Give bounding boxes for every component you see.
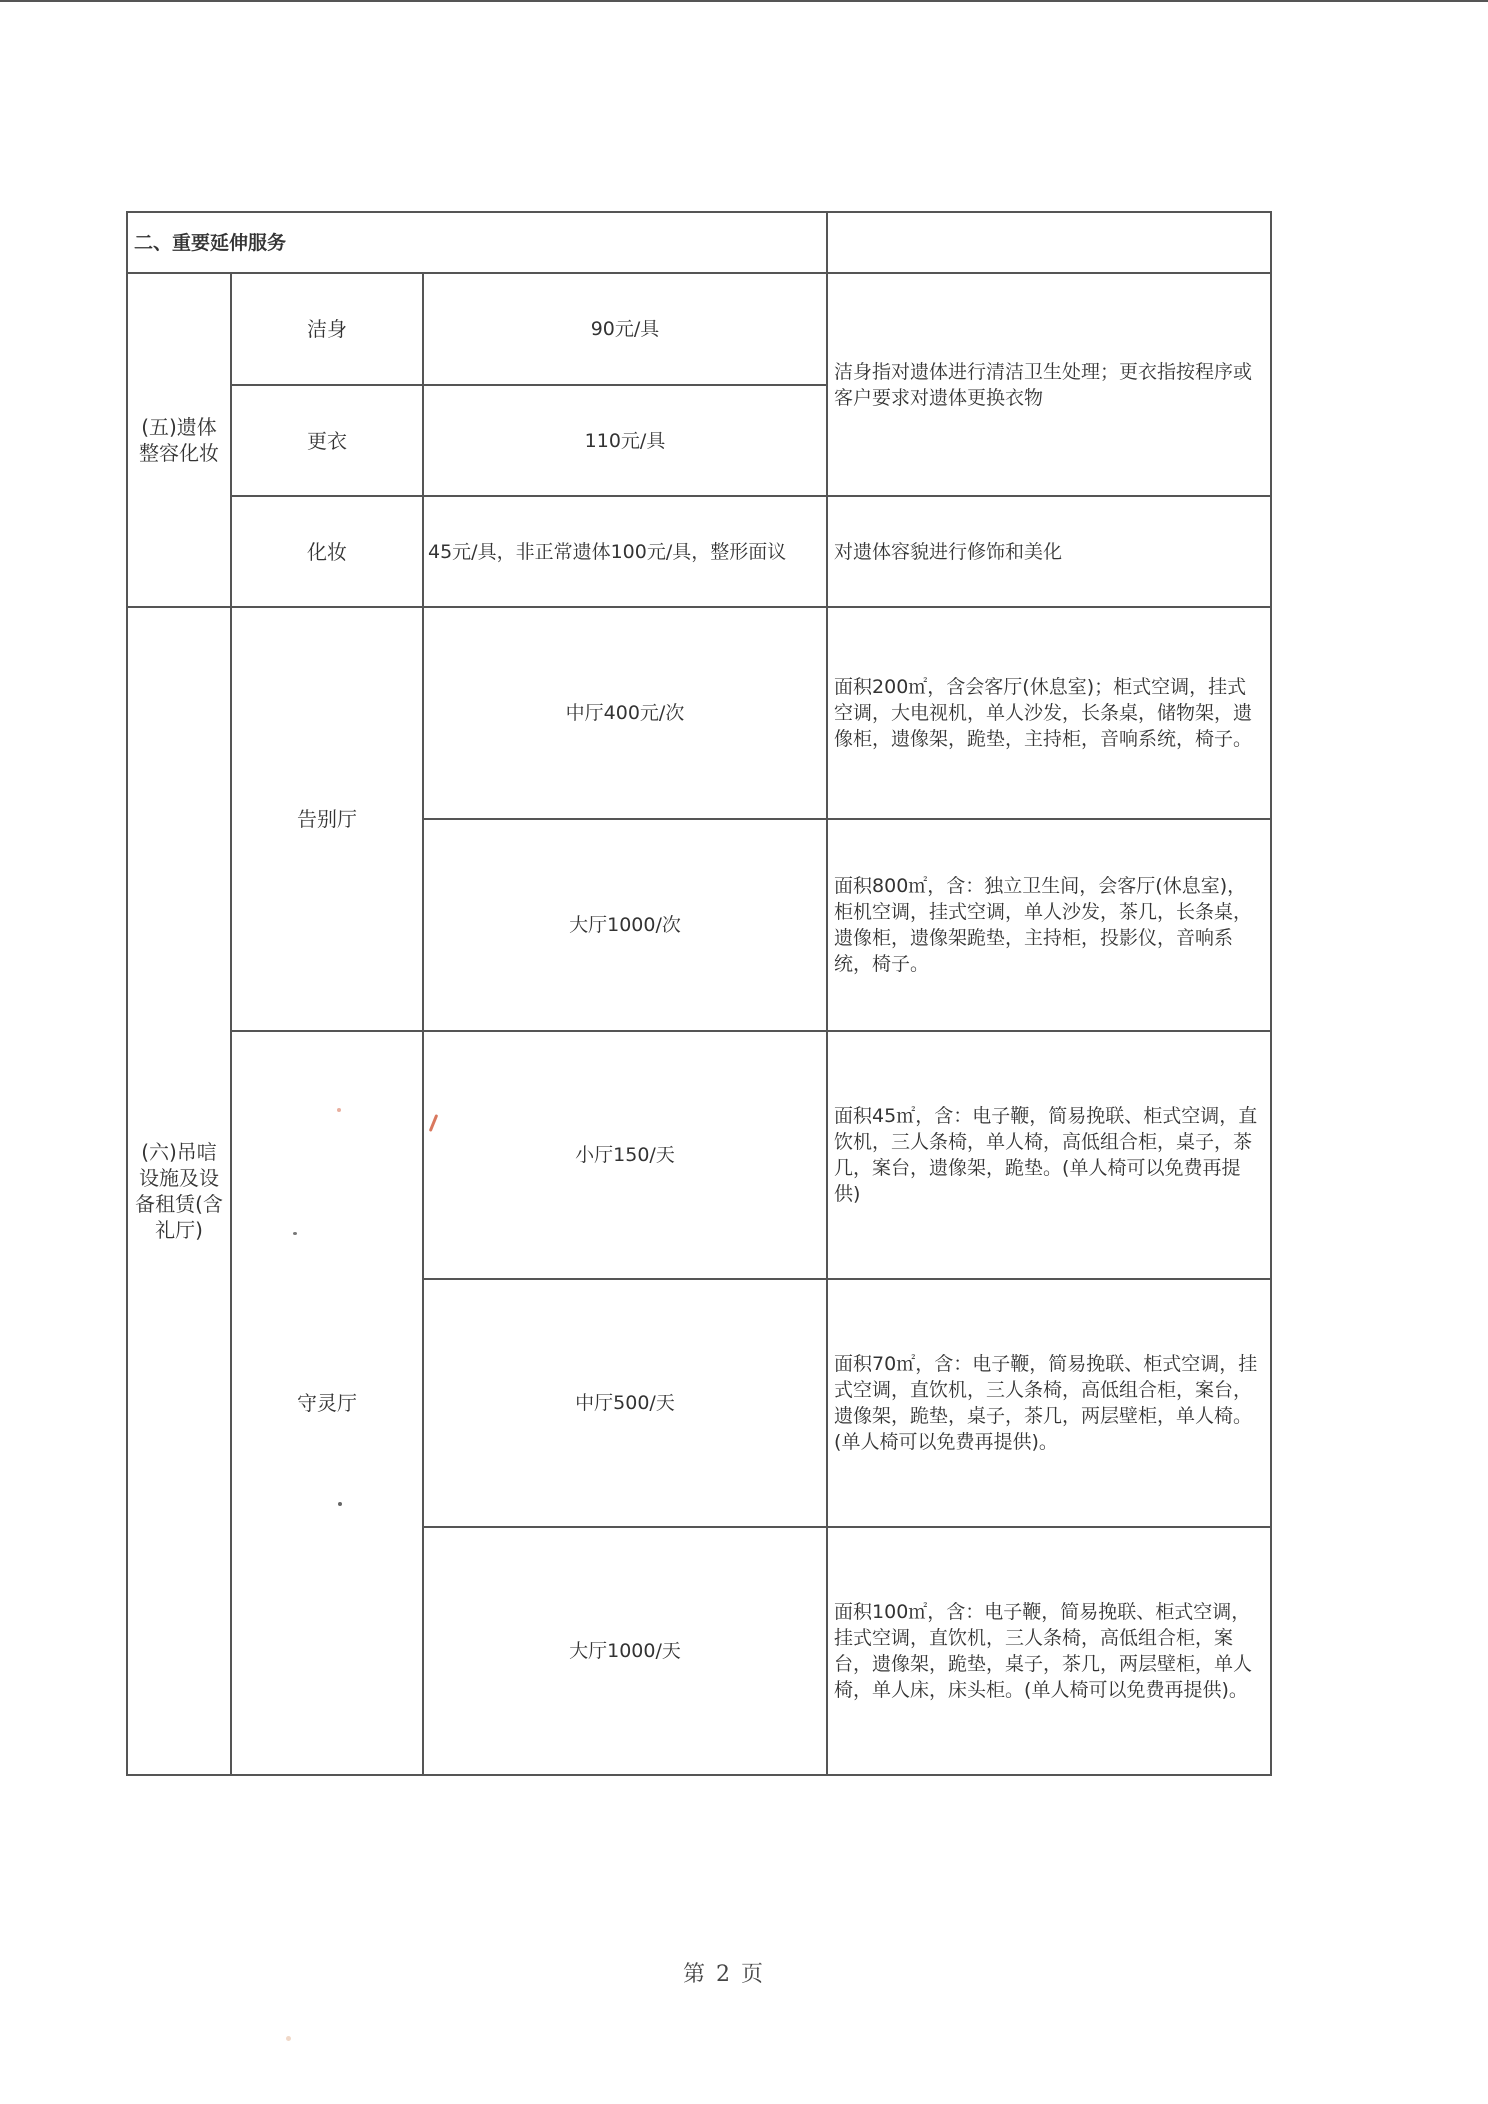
section-title: 二、重要延伸服务 [127,212,827,273]
vigil-big-desc: 面积100㎡，含：电子鞭，简易挽联、柜式空调，挂式空调，直饮机，三人条椅，高低组合柜，案台，遗像架，跪垫，桌子，茶几，两层壁柜，单人椅，单人床，床头柜。(单人椅可以免费再提供)。 [827,1527,1271,1775]
vigil-mid-price: 中厅500/天 [423,1279,827,1527]
vigil-big-price: 大厅1000/天 [423,1527,827,1775]
farewell-big-desc: 面积800㎡，含：独立卫生间，会客厅(休息室)，柜机空调，挂式空调，单人沙发，茶几，长条桌，遗像柜，遗像架跪垫，主持柜，投影仪，音响系统，椅子。 [827,819,1271,1031]
service-change-price: 110元/具 [423,385,827,496]
farewell-hall-name: 告别厅 [231,607,423,1031]
farewell-big-price: 大厅1000/次 [423,819,827,1031]
service-makeup-price: 45元/具，非正常遗体100元/具，整形面议 [423,496,827,607]
vigil-small-desc: 面积45㎡，含：电子鞭，简易挽联、柜式空调，直饮机，三人条椅，单人椅，高低组合柜，桌子，茶几，案台，遗像架，跪垫。(单人椅可以免费再提供) [827,1031,1271,1279]
service-makeup-name: 化妆 [231,496,423,607]
vigil-small-price: 小厅150/天 [423,1031,827,1279]
service-wash-name: 洁身 [231,273,423,385]
fee-table [126,211,1272,1776]
scan-speck [286,2036,291,2041]
vigil-hall-name: 守灵厅 [231,1031,423,1775]
farewell-mid-desc: 面积200㎡，含会客厅(休息室)；柜式空调，挂式空调，大电视机，单人沙发，长条桌，储物架，遗像柜，遗像架，跪垫，主持柜，音响系统，椅子。 [827,607,1271,819]
farewell-mid-price: 中厅400元/次 [423,607,827,819]
service-makeup-desc: 对遗体容貌进行修饰和美化 [827,496,1271,607]
service-wash-price: 90元/具 [423,273,827,385]
scan-top-edge [0,0,1488,2]
scan-speck [338,1502,342,1506]
service-change-name: 更衣 [231,385,423,496]
page-number: 第 2 页 [683,1962,765,1987]
section-title-blank [827,212,1271,273]
category-5-label: (五)遗体整容化妆 [127,273,231,607]
vigil-mid-desc: 面积70㎡，含：电子鞭，简易挽联、柜式空调，挂式空调，直饮机，三人条椅，高低组合柜，案台，遗像架，跪垫，桌子，茶几，两层壁柜，单人椅。(单人椅可以免费再提供)。 [827,1279,1271,1527]
service-wash-change-desc: 洁身指对遗体进行清洁卫生处理；更衣指按程序或客户要求对遗体更换衣物 [827,273,1271,496]
category-6-label: (六)吊唁设施及设备租赁(含礼厅) [127,607,231,1775]
scan-speck [293,1232,297,1235]
scan-speck [337,1108,341,1112]
